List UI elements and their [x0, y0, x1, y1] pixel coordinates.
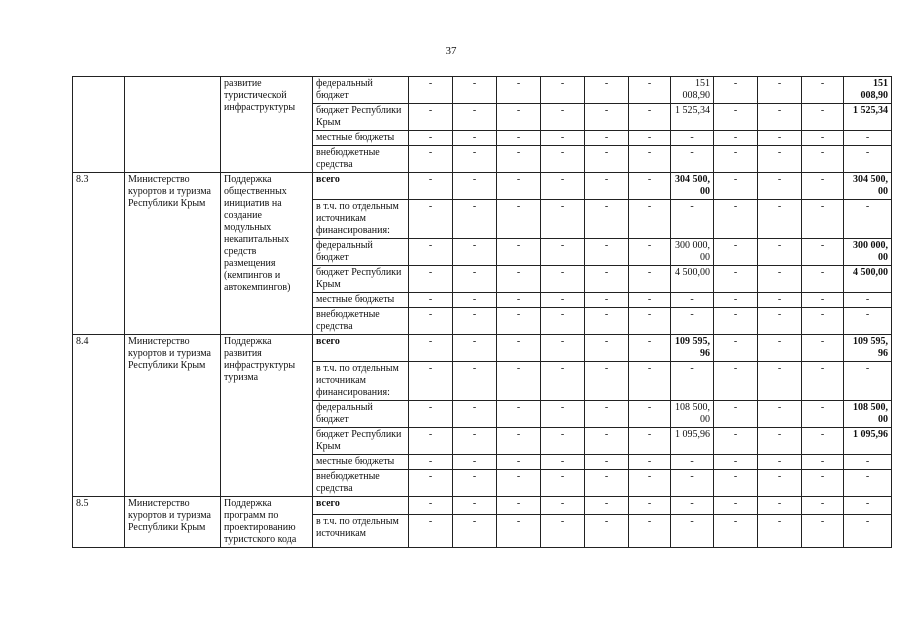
funding-source-cell: местные бюджеты: [313, 293, 409, 308]
funding-source-cell: в т.ч. по отдельным источникам финансирования:: [313, 362, 409, 401]
value-cell: -: [453, 131, 497, 146]
measure-cell: развитие туристической инфраструктуры: [221, 77, 313, 173]
value-cell: -: [541, 77, 585, 104]
value-cell: -: [541, 497, 585, 515]
value-cell: -: [714, 335, 758, 362]
value-cell: -: [758, 362, 802, 401]
funding-source-cell: в т.ч. по отдельным источникам: [313, 515, 409, 548]
value-cell: -: [541, 308, 585, 335]
value-cell: -: [541, 335, 585, 362]
value-cell: 4 500,00: [671, 266, 714, 293]
value-cell: -: [541, 266, 585, 293]
value-cell: -: [714, 455, 758, 470]
value-cell: -: [671, 497, 714, 515]
value-cell: -: [409, 293, 453, 308]
value-cell: -: [629, 131, 671, 146]
value-cell: -: [629, 428, 671, 455]
value-cell: -: [541, 470, 585, 497]
value-cell: -: [541, 104, 585, 131]
organization-cell: Министерство курортов и туризма Республики Крым: [125, 335, 221, 497]
value-cell: -: [453, 401, 497, 428]
funding-source-cell: внебюджетные средства: [313, 470, 409, 497]
value-cell: -: [629, 335, 671, 362]
value-cell: -: [714, 146, 758, 173]
value-cell: -: [453, 428, 497, 455]
value-cell: 109 595, 96: [671, 335, 714, 362]
value-cell: -: [497, 455, 541, 470]
funding-source-cell: бюджет Республики Крым: [313, 104, 409, 131]
value-cell: -: [453, 293, 497, 308]
value-cell: -: [585, 401, 629, 428]
value-cell: -: [497, 515, 541, 548]
value-cell: -: [802, 401, 844, 428]
value-cell: -: [758, 497, 802, 515]
value-cell: -: [671, 146, 714, 173]
value-cell: -: [497, 131, 541, 146]
value-cell: -: [714, 173, 758, 200]
row-number-cell: 8.3: [73, 173, 125, 335]
value-cell: -: [629, 293, 671, 308]
value-cell: 4 500,00: [844, 266, 892, 293]
page-number: 37: [445, 45, 457, 57]
value-cell: -: [802, 470, 844, 497]
value-cell: 151 008,90: [844, 77, 892, 104]
value-cell: -: [671, 200, 714, 239]
value-cell: -: [629, 173, 671, 200]
value-cell: -: [758, 266, 802, 293]
value-cell: -: [453, 200, 497, 239]
value-cell: -: [497, 239, 541, 266]
value-cell: -: [629, 146, 671, 173]
value-cell: -: [409, 335, 453, 362]
value-cell: -: [714, 497, 758, 515]
funding-source-cell: федеральный бюджет: [313, 77, 409, 104]
value-cell: -: [629, 308, 671, 335]
value-cell: -: [497, 335, 541, 362]
value-cell: -: [409, 428, 453, 455]
value-cell: -: [585, 104, 629, 131]
value-cell: -: [541, 515, 585, 548]
value-cell: -: [758, 401, 802, 428]
measure-cell: Поддержка общественных инициатив на создание модульных некапитальных средств размещения (кемпингов и автокемпингов): [221, 173, 313, 335]
value-cell: -: [453, 77, 497, 104]
value-cell: -: [541, 455, 585, 470]
value-cell: -: [453, 515, 497, 548]
value-cell: -: [802, 308, 844, 335]
row-number-cell: 8.4: [73, 335, 125, 497]
value-cell: -: [758, 470, 802, 497]
value-cell: -: [802, 77, 844, 104]
value-cell: -: [802, 362, 844, 401]
value-cell: -: [629, 77, 671, 104]
value-cell: -: [497, 308, 541, 335]
funding-source-cell: всего: [313, 497, 409, 515]
value-cell: -: [409, 362, 453, 401]
value-cell: -: [585, 335, 629, 362]
value-cell: -: [758, 428, 802, 455]
table-row: [73, 77, 892, 104]
row-number-cell: 8.5: [73, 497, 125, 548]
value-cell: -: [541, 173, 585, 200]
value-cell: -: [714, 308, 758, 335]
value-cell: -: [453, 173, 497, 200]
value-cell: -: [671, 293, 714, 308]
value-cell: -: [453, 455, 497, 470]
value-cell: -: [409, 77, 453, 104]
value-cell: -: [409, 131, 453, 146]
table-row: [73, 497, 892, 515]
table-row: [73, 173, 892, 200]
value-cell: -: [409, 173, 453, 200]
value-cell: -: [453, 266, 497, 293]
value-cell: -: [409, 497, 453, 515]
value-cell: -: [758, 308, 802, 335]
measure-cell: Поддержка программ по проектированию туристского кода: [221, 497, 313, 548]
value-cell: -: [497, 173, 541, 200]
value-cell: -: [714, 200, 758, 239]
value-cell: -: [758, 293, 802, 308]
value-cell: -: [802, 293, 844, 308]
value-cell: -: [409, 146, 453, 173]
value-cell: -: [758, 131, 802, 146]
value-cell: -: [802, 266, 844, 293]
value-cell: -: [844, 308, 892, 335]
value-cell: -: [409, 470, 453, 497]
value-cell: 108 500, 00: [844, 401, 892, 428]
value-cell: -: [409, 239, 453, 266]
value-cell: -: [758, 455, 802, 470]
value-cell: -: [714, 470, 758, 497]
funding-source-cell: всего: [313, 173, 409, 200]
value-cell: -: [671, 455, 714, 470]
value-cell: -: [671, 131, 714, 146]
value-cell: -: [585, 362, 629, 401]
value-cell: -: [714, 401, 758, 428]
funding-source-cell: местные бюджеты: [313, 131, 409, 146]
value-cell: -: [844, 470, 892, 497]
value-cell: 151 008,90: [671, 77, 714, 104]
value-cell: -: [453, 146, 497, 173]
measure-cell: Поддержка развития инфраструктуры туризма: [221, 335, 313, 497]
value-cell: -: [585, 173, 629, 200]
value-cell: -: [409, 401, 453, 428]
value-cell: -: [844, 293, 892, 308]
value-cell: -: [758, 239, 802, 266]
value-cell: -: [453, 239, 497, 266]
value-cell: -: [802, 428, 844, 455]
value-cell: 1 095,96: [671, 428, 714, 455]
value-cell: -: [585, 470, 629, 497]
value-cell: 300 000, 00: [844, 239, 892, 266]
value-cell: -: [453, 470, 497, 497]
value-cell: -: [585, 77, 629, 104]
value-cell: 108 500, 00: [671, 401, 714, 428]
value-cell: 304 500, 00: [671, 173, 714, 200]
funding-source-cell: в т.ч. по отдельным источникам финансирования:: [313, 200, 409, 239]
value-cell: -: [497, 293, 541, 308]
value-cell: -: [671, 308, 714, 335]
value-cell: -: [585, 455, 629, 470]
organization-cell: Министерство курортов и туризма Республики Крым: [125, 173, 221, 335]
value-cell: -: [453, 362, 497, 401]
value-cell: -: [629, 470, 671, 497]
value-cell: -: [629, 401, 671, 428]
value-cell: -: [541, 131, 585, 146]
value-cell: -: [844, 200, 892, 239]
value-cell: -: [844, 515, 892, 548]
value-cell: -: [497, 266, 541, 293]
value-cell: 300 000, 00: [671, 239, 714, 266]
value-cell: -: [844, 131, 892, 146]
value-cell: -: [758, 173, 802, 200]
value-cell: -: [802, 200, 844, 239]
value-cell: -: [802, 335, 844, 362]
value-cell: -: [497, 401, 541, 428]
value-cell: -: [585, 266, 629, 293]
value-cell: -: [585, 200, 629, 239]
value-cell: -: [802, 131, 844, 146]
value-cell: 1 095,96: [844, 428, 892, 455]
funding-source-cell: федеральный бюджет: [313, 401, 409, 428]
value-cell: -: [802, 173, 844, 200]
value-cell: -: [671, 515, 714, 548]
value-cell: -: [844, 497, 892, 515]
value-cell: -: [541, 428, 585, 455]
funding-source-cell: внебюджетные средства: [313, 308, 409, 335]
value-cell: -: [585, 146, 629, 173]
value-cell: -: [714, 515, 758, 548]
value-cell: -: [497, 200, 541, 239]
value-cell: -: [585, 497, 629, 515]
value-cell: -: [497, 104, 541, 131]
value-cell: 109 595, 96: [844, 335, 892, 362]
value-cell: -: [714, 362, 758, 401]
value-cell: -: [671, 470, 714, 497]
value-cell: -: [585, 515, 629, 548]
value-cell: -: [497, 146, 541, 173]
value-cell: -: [714, 239, 758, 266]
value-cell: -: [409, 104, 453, 131]
value-cell: -: [714, 428, 758, 455]
value-cell: -: [585, 428, 629, 455]
value-cell: -: [758, 77, 802, 104]
value-cell: -: [409, 515, 453, 548]
value-cell: -: [585, 239, 629, 266]
value-cell: 304 500, 00: [844, 173, 892, 200]
value-cell: -: [802, 497, 844, 515]
value-cell: -: [802, 239, 844, 266]
value-cell: -: [714, 293, 758, 308]
value-cell: -: [453, 308, 497, 335]
organization-cell: [125, 77, 221, 173]
funding-source-cell: федеральный бюджет: [313, 239, 409, 266]
funding-source-cell: всего: [313, 335, 409, 362]
value-cell: -: [629, 239, 671, 266]
value-cell: -: [758, 515, 802, 548]
value-cell: -: [758, 104, 802, 131]
value-cell: -: [629, 497, 671, 515]
value-cell: -: [758, 200, 802, 239]
value-cell: -: [541, 362, 585, 401]
value-cell: 1 525,34: [671, 104, 714, 131]
value-cell: -: [453, 104, 497, 131]
value-cell: -: [629, 266, 671, 293]
value-cell: -: [585, 308, 629, 335]
value-cell: -: [758, 335, 802, 362]
value-cell: -: [714, 266, 758, 293]
value-cell: -: [714, 131, 758, 146]
value-cell: -: [844, 455, 892, 470]
value-cell: -: [629, 515, 671, 548]
funding-source-cell: бюджет Республики Крым: [313, 428, 409, 455]
value-cell: -: [409, 308, 453, 335]
value-cell: -: [629, 362, 671, 401]
value-cell: -: [541, 239, 585, 266]
value-cell: -: [541, 200, 585, 239]
value-cell: -: [453, 497, 497, 515]
value-cell: -: [844, 362, 892, 401]
value-cell: -: [409, 455, 453, 470]
value-cell: -: [802, 146, 844, 173]
value-cell: -: [629, 104, 671, 131]
value-cell: -: [629, 455, 671, 470]
value-cell: -: [844, 146, 892, 173]
value-cell: -: [497, 77, 541, 104]
value-cell: -: [541, 293, 585, 308]
value-cell: -: [585, 131, 629, 146]
budget-table: [72, 76, 892, 548]
funding-source-cell: внебюджетные средства: [313, 146, 409, 173]
value-cell: -: [802, 515, 844, 548]
value-cell: -: [585, 293, 629, 308]
value-cell: 1 525,34: [844, 104, 892, 131]
organization-cell: Министерство курортов и туризма Республики Крым: [125, 497, 221, 548]
funding-source-cell: бюджет Республики Крым: [313, 266, 409, 293]
value-cell: -: [758, 146, 802, 173]
value-cell: -: [497, 470, 541, 497]
value-cell: -: [714, 104, 758, 131]
funding-source-cell: местные бюджеты: [313, 455, 409, 470]
value-cell: -: [497, 428, 541, 455]
value-cell: -: [802, 455, 844, 470]
value-cell: -: [409, 200, 453, 239]
value-cell: -: [409, 266, 453, 293]
value-cell: -: [497, 497, 541, 515]
value-cell: -: [541, 146, 585, 173]
value-cell: -: [541, 401, 585, 428]
table-row: [73, 335, 892, 362]
value-cell: -: [802, 104, 844, 131]
value-cell: -: [453, 335, 497, 362]
value-cell: -: [497, 362, 541, 401]
value-cell: -: [629, 200, 671, 239]
value-cell: -: [671, 362, 714, 401]
row-number-cell: [73, 77, 125, 173]
value-cell: -: [714, 77, 758, 104]
